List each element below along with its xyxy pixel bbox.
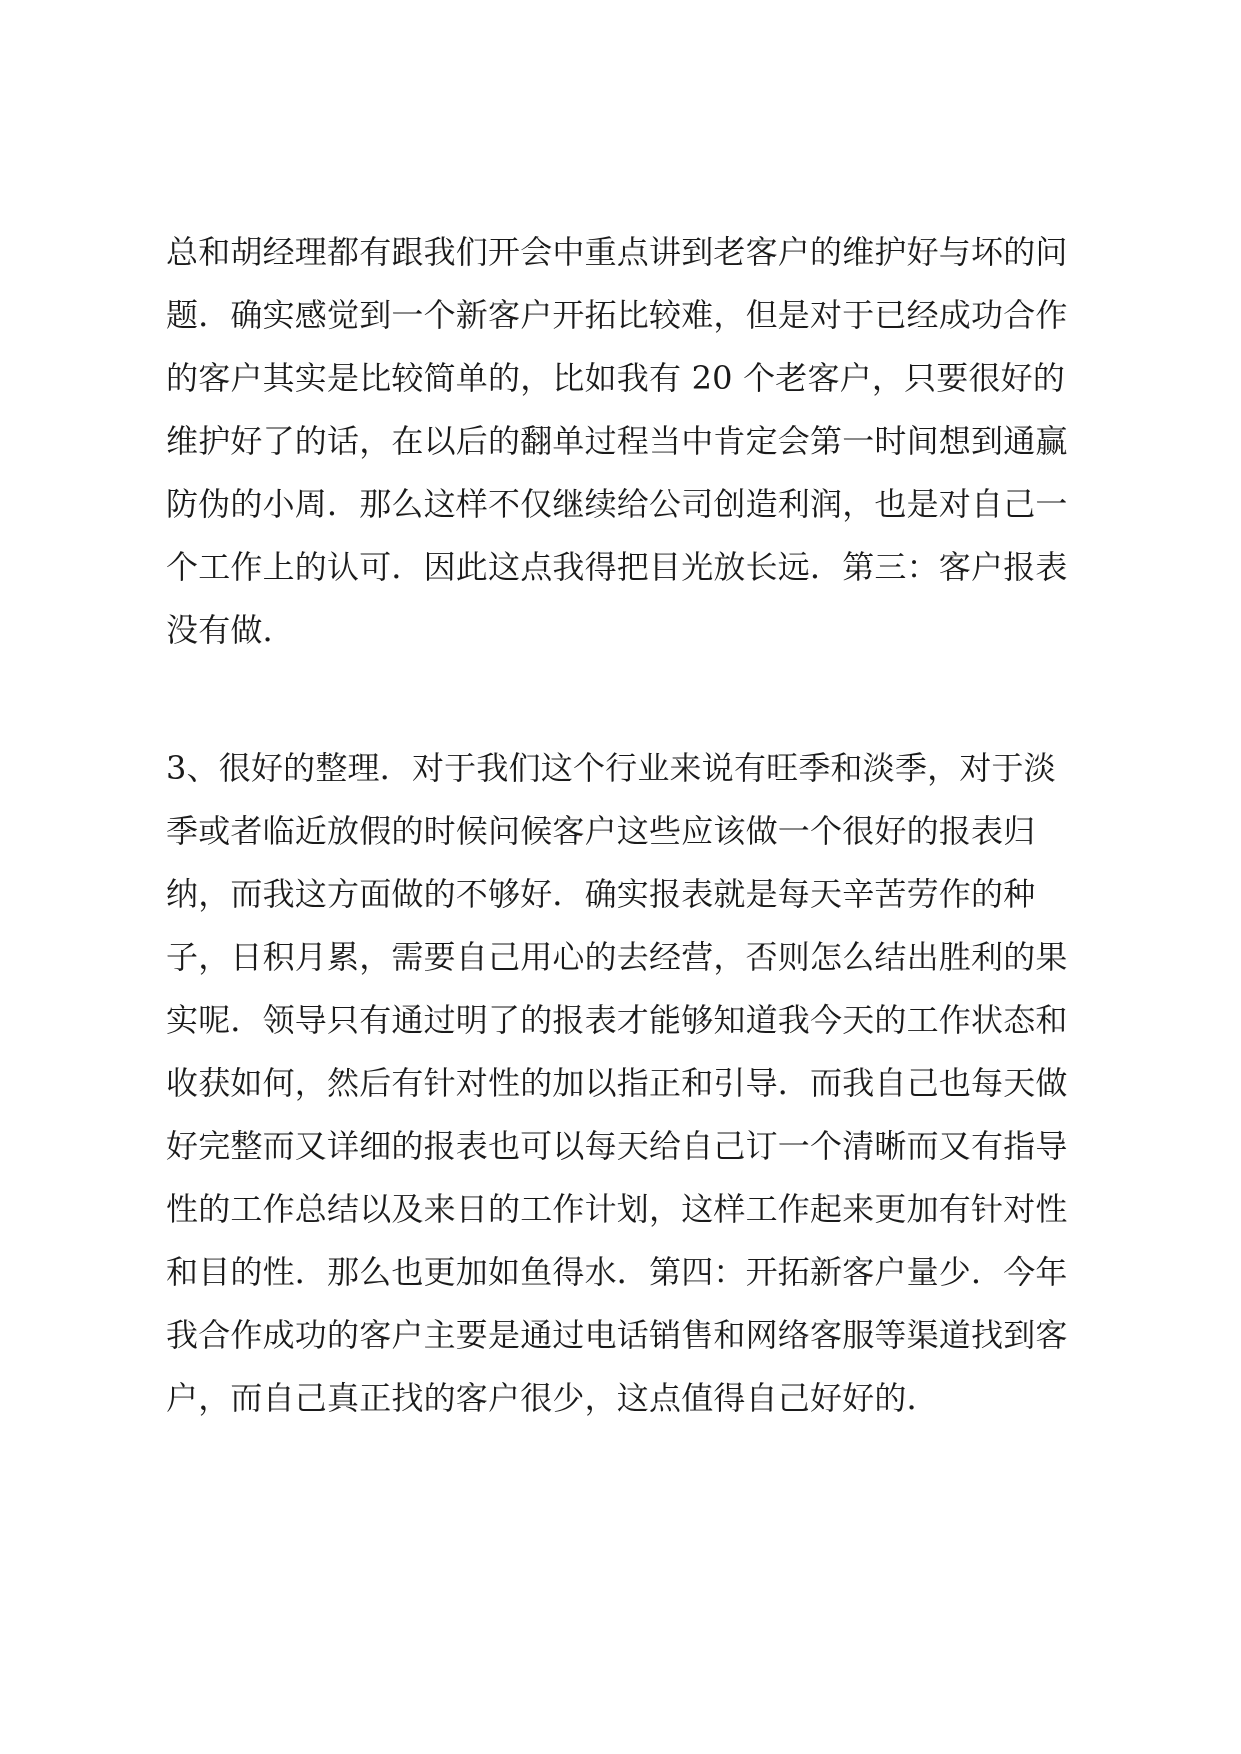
paragraph-2-line-1: 3、很好的整理．对于我们这个行业来说有旺季和淡季，对于淡: [166, 749, 1056, 787]
paragraph-1-line-1: 总和胡经理都有跟我们开会中重点讲到老客户的维护好与坏的问: [166, 233, 1068, 271]
paragraph-1-line-7: 没有做．: [166, 611, 295, 649]
paragraph-1-line-3: 的客户其实是比较简单的，比如我有 20 个老客户，只要很好的: [166, 359, 1066, 397]
paragraph-2-line-4: 子，日积月累，需要自己用心的去经营，否则怎么结出胜利的果: [166, 938, 1068, 976]
paragraph-2-line-8: 性的工作总结以及来日的工作计划，这样工作起来更加有针对性: [166, 1190, 1068, 1228]
paragraph-1-line-5: 防伪的小周．那么这样不仅继续给公司创造利润，也是对自己一: [166, 485, 1068, 523]
paragraph-1-line-2: 题．确实感觉到一个新客户开拓比较难，但是对于已经成功合作: [166, 296, 1068, 334]
paragraph-2-line-9: 和目的性．那么也更加如鱼得水．第四：开拓新客户量少．今年: [166, 1253, 1068, 1291]
paragraph-2-line-3: 纳，而我这方面做的不够好．确实报表就是每天辛苦劳作的种: [166, 875, 1036, 913]
paragraph-2-line-5: 实呢．领导只有通过明了的报表才能够知道我今天的工作状态和: [166, 1001, 1068, 1039]
paragraph-2-line-7: 好完整而又详细的报表也可以每天给自己订一个清晰而又有指导: [166, 1127, 1068, 1165]
paragraph-1-line-4: 维护好了的话，在以后的翻单过程当中肯定会第一时间想到通赢: [166, 422, 1068, 460]
paragraph-2-line-10: 我合作成功的客户主要是通过电话销售和网络客服等渠道找到客: [166, 1316, 1068, 1354]
paragraph-2-line-6: 收获如何，然后有针对性的加以指正和引导．而我自己也每天做: [166, 1064, 1068, 1102]
paragraph-2-line-2: 季或者临近放假的时候问候客户这些应该做一个很好的报表归: [166, 812, 1036, 850]
paragraph-2-line-11: 户，而自己真正找的客户很少，这点值得自己好好的．: [166, 1379, 939, 1417]
paragraph-1-line-6: 个工作上的认可．因此这点我得把目光放长远．第三：客户报表: [166, 548, 1068, 586]
